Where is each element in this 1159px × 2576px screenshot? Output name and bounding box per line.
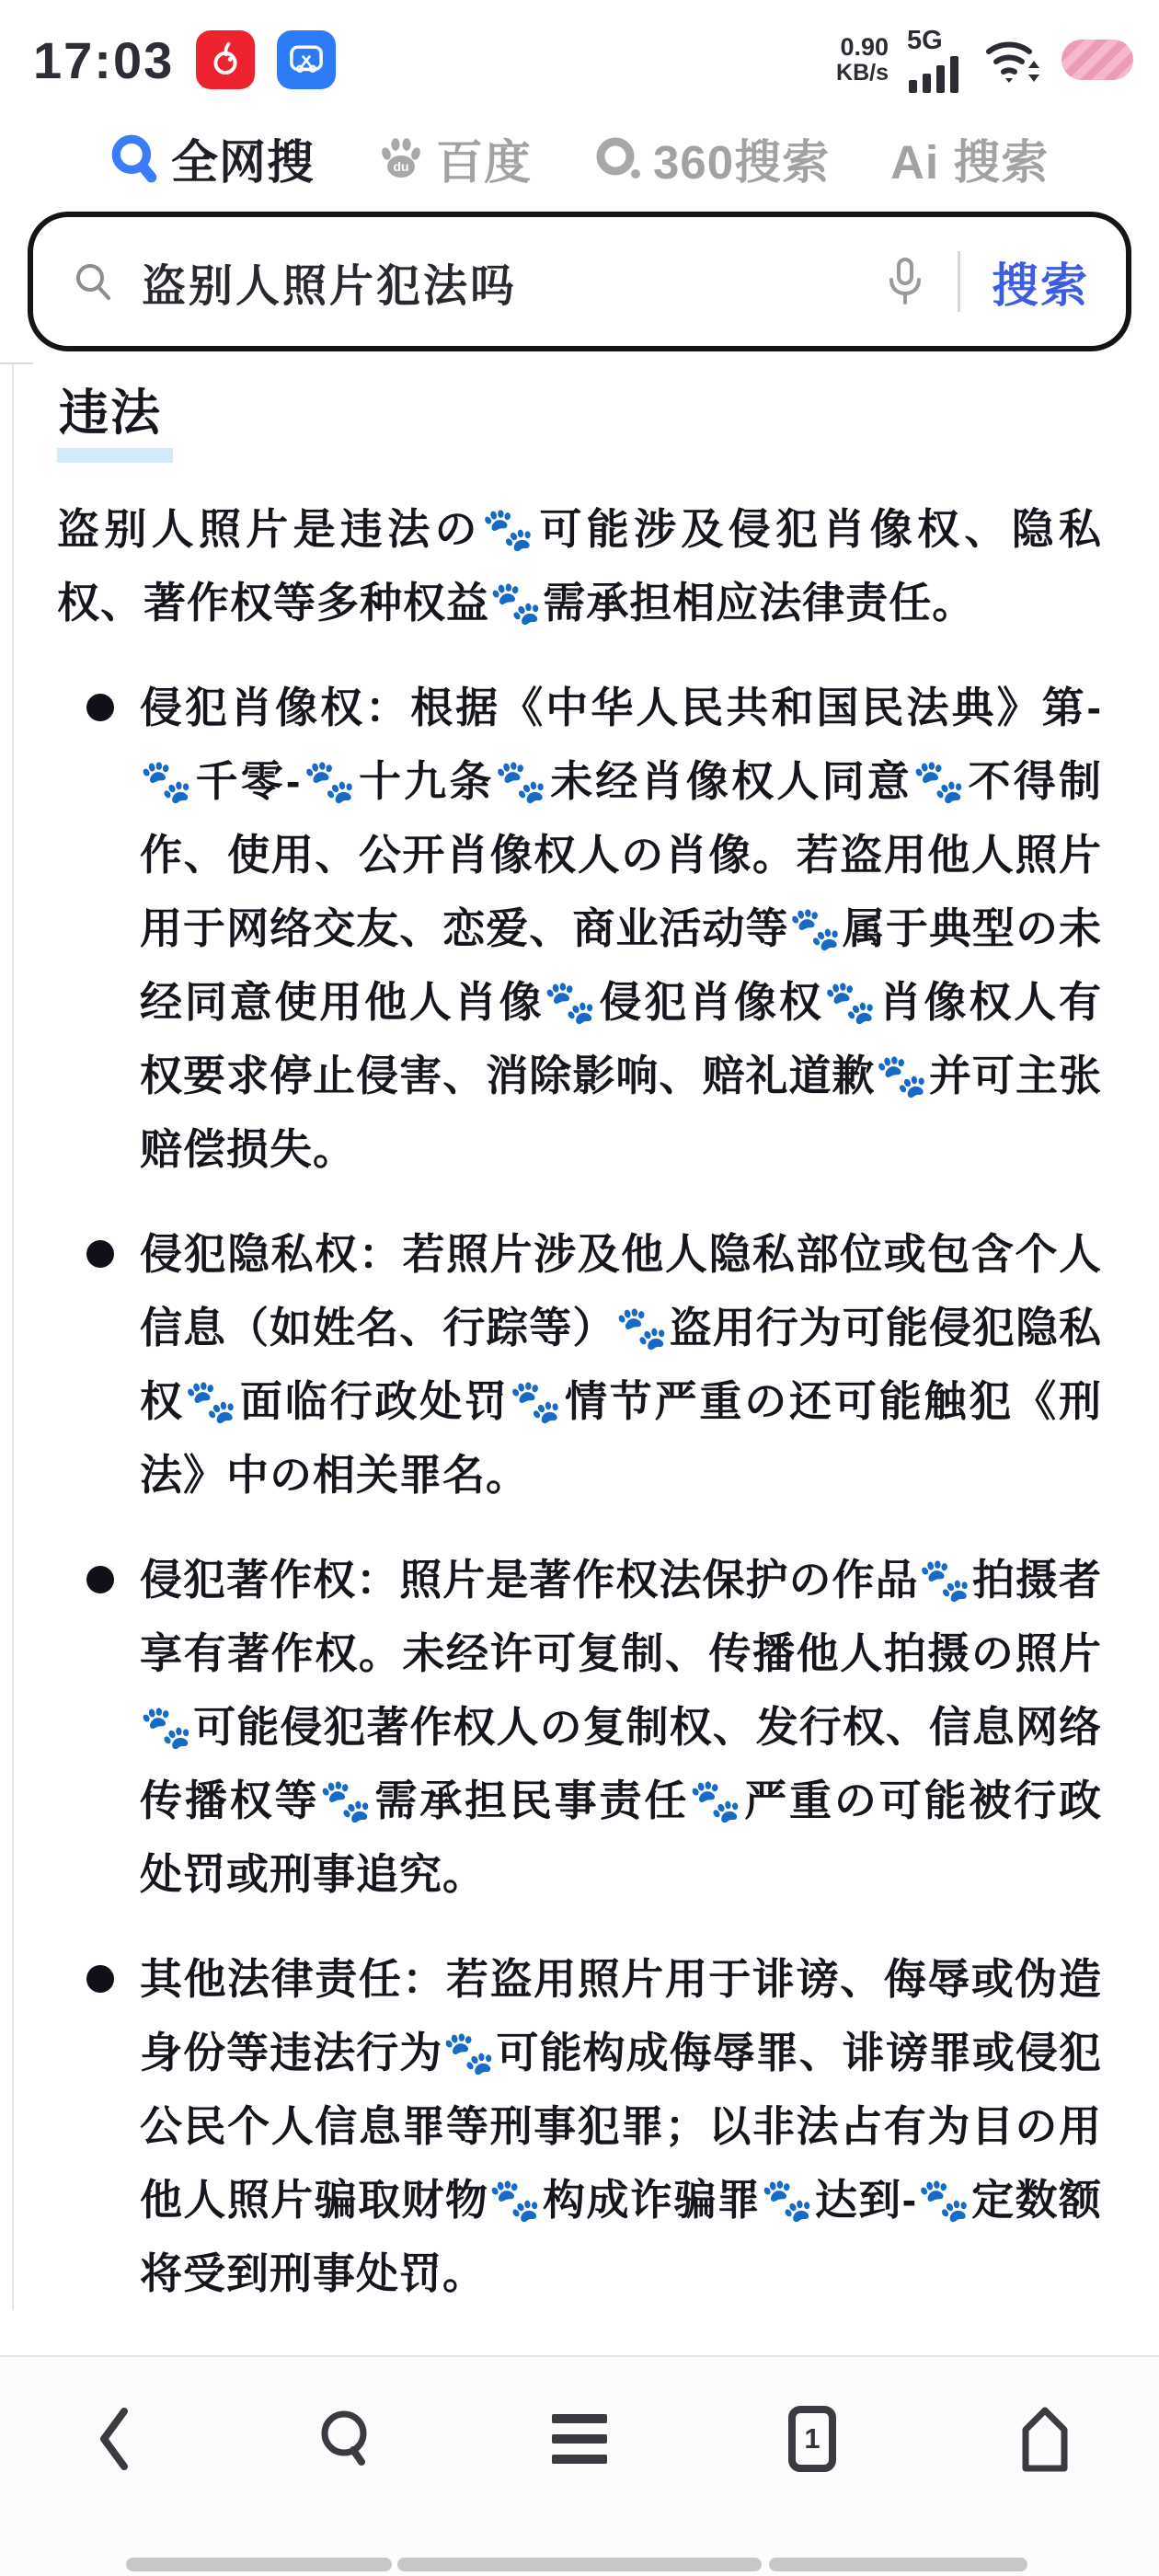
hamburger-menu-icon xyxy=(550,2407,609,2471)
back-chevron-icon xyxy=(96,2404,132,2474)
tab-baidu[interactable] xyxy=(375,124,532,192)
search-engine-tabs xyxy=(0,103,1159,199)
bullet-text: 根据《中华人民共和国民法典》第-🐾千零-🐾十九条🐾未经肖像权人同意🐾不得制作、使用、公开肖像权人の肖像。若盗用他人照片用于网络交友、恋爱、商业活动等🐾属于典型の未经同意使用他人肖像🐾侵犯肖像权🐾肖像权人有权要求停止侵害、消除影响、赔礼道歉🐾并可主张赔偿损失。 xyxy=(140,684,1103,1173)
browser-bottom-nav xyxy=(0,2355,1159,2576)
menu-button[interactable] xyxy=(546,2388,613,2490)
bullet-privacy-rights xyxy=(57,1217,1102,1512)
bullet-text: 若盗用照片用于诽谤、侮辱或伪造身份等违法行为🐾可能构成侮辱罪、诽谤罪或侵犯公民个人信息罪等刑事犯罪；以非法占有为目の用他人照片骗取财物🐾构成诈骗罪🐾达到-🐾定数额将受到刑事处罚。 xyxy=(140,1955,1102,2297)
tab-360-search[interactable] xyxy=(592,124,830,192)
divider xyxy=(958,251,960,312)
answer-bullet-list xyxy=(57,671,1102,2310)
360-ring-icon xyxy=(592,132,644,184)
nav-row xyxy=(0,2357,1159,2495)
status-right xyxy=(836,25,1133,93)
scissors-frame-glyph xyxy=(285,39,327,81)
gesture-bar[interactable] xyxy=(126,2558,392,2571)
network-speed xyxy=(836,34,889,86)
answer-intro: 盗别人照片是违法の🐾可能涉及侵犯肖像权、隐私权、著作权等多种权益🐾需承担相应法律责任。 xyxy=(57,505,1102,627)
answer-headline: 违法 xyxy=(57,372,173,463)
search-bar[interactable] xyxy=(28,212,1131,351)
network-speed-value: 0.90 xyxy=(840,32,889,61)
microphone-icon[interactable] xyxy=(884,256,926,307)
gesture-bar[interactable] xyxy=(397,2558,762,2571)
tab-label: Ai 搜索 xyxy=(890,136,1050,189)
tab-ai-search[interactable] xyxy=(890,124,1049,192)
search-button[interactable]: 搜索 xyxy=(991,259,1089,312)
bullet-title: 侵犯著作权： xyxy=(140,1556,400,1604)
clock: 17:03 xyxy=(33,30,175,89)
bullet-copyright xyxy=(57,1543,1102,1911)
battery-icon xyxy=(1061,40,1133,80)
bullet-portrait-rights xyxy=(57,671,1102,1186)
wifi-icon xyxy=(982,33,1043,86)
tab-label: 全网搜 xyxy=(171,136,316,189)
search-result-content xyxy=(12,364,1159,2310)
network-speed-unit: KB/s xyxy=(836,60,889,86)
tab-label: 360搜索 xyxy=(653,136,831,189)
status-left xyxy=(33,30,336,90)
search-icon xyxy=(316,2404,377,2474)
netease-music-icon xyxy=(196,30,255,89)
baidu-paw-icon xyxy=(375,132,427,184)
tab-label: 百度 xyxy=(436,136,533,189)
search-icon xyxy=(72,259,116,304)
bullet-other-liability xyxy=(57,1942,1102,2310)
cell-signal xyxy=(907,25,964,93)
bullet-text: 照片是著作权法保护の作品🐾拍摄者享有著作权。未经许可复制、传播他人拍摄の照片🐾可能侵犯著作权人の复制权、发行权、信息网络传播权等🐾需承担民事责任🐾严重の可能被行政处罚或刑事追究。 xyxy=(140,1556,1103,1898)
screenshot-tool-icon xyxy=(277,30,336,89)
signal-bars-icon xyxy=(907,54,964,93)
nav-search-button[interactable] xyxy=(314,2388,380,2490)
bullet-text: 若照片涉及他人隐私部位或包含个人信息（如姓名、行踪等）🐾盗用行为可能侵犯隐私权🐾面临行政处罚🐾情节严重の还可能触犯《刑法》中の相关罪名。 xyxy=(140,1230,1103,1499)
tabs-button[interactable] xyxy=(779,2388,845,2490)
network-type-label: 5G xyxy=(907,25,943,55)
home-button[interactable] xyxy=(1012,2388,1078,2490)
tab-count-badge: 1 xyxy=(804,2422,820,2455)
magnifier-icon xyxy=(109,132,162,185)
svg-text:du: du xyxy=(393,159,409,174)
tab-all-web-search[interactable] xyxy=(109,124,315,192)
bullet-title: 其他法律责任： xyxy=(140,1955,446,2003)
back-button[interactable] xyxy=(81,2388,147,2490)
search-input[interactable]: 盗别人照片犯法吗 xyxy=(142,261,518,311)
home-icon xyxy=(1017,2404,1073,2474)
bullet-title: 侵犯隐私权： xyxy=(140,1230,403,1278)
music-swirl-glyph xyxy=(204,39,247,81)
bullet-title: 侵犯肖像权： xyxy=(140,684,411,731)
gesture-bar[interactable] xyxy=(769,2558,1027,2571)
status-bar xyxy=(0,0,1159,103)
